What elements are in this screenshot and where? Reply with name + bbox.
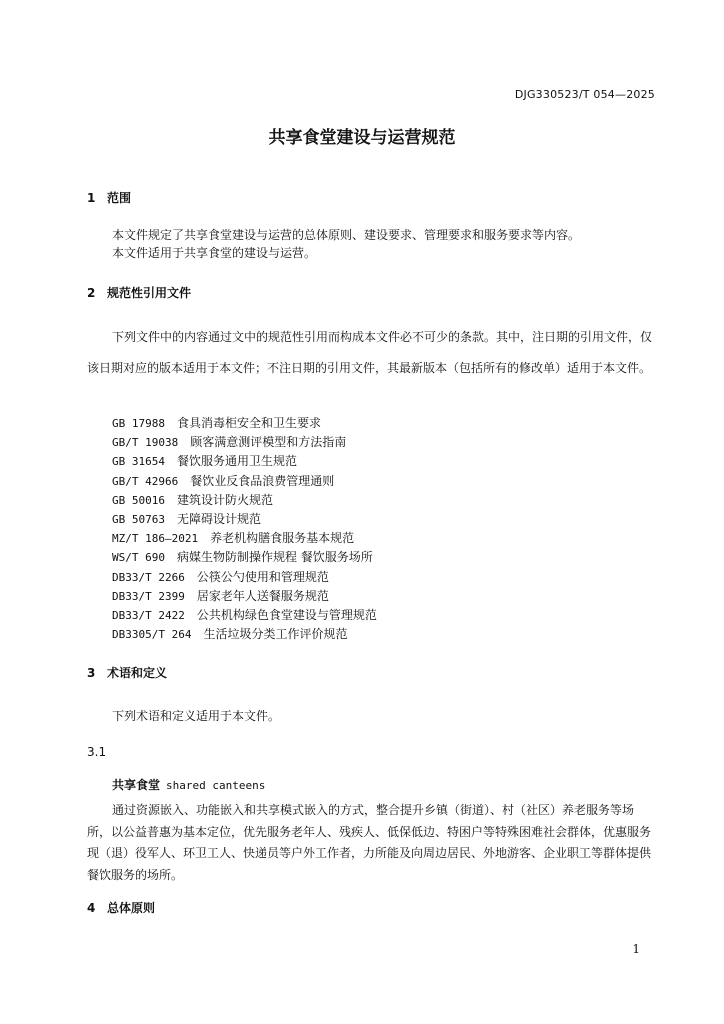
term-entry (112, 776, 265, 793)
reference-name: 公筷公勺使用和管理规范 (196, 569, 329, 584)
section-title: 规范性引用文件 (107, 286, 192, 300)
reference-item (112, 529, 377, 548)
page-title: 共享食堂建设与运营规范 (268, 128, 456, 148)
term-definition: 通过资源嵌入、功能嵌入和共享模式嵌入的方式，整合提升乡镇（街道）、村（社区）养老服务等场所，以公益普惠为基本定位，优先服务老年人、残疾人、低保低边、特困户等特殊困难社会群体，优惠服务现（退）役军人、环卫工人、快递员等户外工作者，力所能及向周边居民、外地游客、企业职工等群体提供餐饮服务的场所。 (87, 803, 652, 882)
reference-item (112, 452, 377, 471)
reference-item (112, 568, 377, 587)
reference-item (112, 414, 377, 433)
section-1-heading (87, 189, 131, 206)
reference-name: 餐饮服务通用卫生规范 (176, 454, 297, 469)
section-number: 3 (87, 666, 96, 680)
reference-code: GB 31654 (112, 455, 165, 469)
section-number: 4 (87, 901, 96, 915)
term-chinese: 共享食堂 (112, 778, 161, 792)
reference-code: GB 50016 (112, 493, 165, 507)
reference-name: 生活垃圾分类工作评价规范 (203, 627, 348, 642)
reference-item (112, 548, 377, 567)
reference-item (112, 625, 377, 644)
reference-name: 建筑设计防火规范 (176, 492, 273, 507)
section-number: 2 (87, 286, 96, 300)
reference-name: 养老机构膳食服务基本规范 (210, 531, 355, 546)
reference-name: 顾客满意测评模型和方法指南 (190, 435, 347, 450)
reference-item (112, 491, 377, 510)
reference-item (112, 510, 377, 529)
reference-code: GB/T 19038 (112, 436, 179, 450)
reference-name: 居家老年人送餐服务规范 (196, 588, 329, 603)
section-2-heading (87, 284, 191, 301)
section-1-paragraph-2: 本文件适用于共享食堂的建设与运营。 (112, 246, 317, 260)
page-number: 1 (632, 942, 640, 956)
normative-reference-list (112, 414, 377, 644)
document-code: DJG330523/T 054—2025 (514, 88, 655, 101)
reference-item (112, 606, 377, 625)
reference-name: 无障碍设计规范 (176, 511, 261, 526)
reference-code: DB33/T 2266 (112, 570, 185, 584)
section-3-intro: 下列术语和定义适用于本文件。 (112, 709, 281, 723)
section-number: 1 (87, 191, 96, 205)
reference-code: DB3305/T 264 (112, 628, 192, 642)
term-english: shared canteens (166, 779, 266, 792)
reference-name: 公共机构绿色食堂建设与管理规范 (196, 607, 377, 622)
reference-code: GB 17988 (112, 417, 165, 430)
reference-code: DB33/T 2422 (112, 608, 185, 622)
subsection-number: 3.1 (87, 745, 107, 759)
section-4-heading (87, 899, 155, 916)
reference-code: DB33/T 2399 (112, 589, 185, 603)
section-1-paragraph-1: 本文件规定了共享食堂建设与运营的总体原则、建设要求、管理要求和服务要求等内容。 (112, 228, 581, 242)
section-title: 范围 (107, 191, 132, 205)
reference-code: WS/T 690 (112, 551, 165, 565)
reference-item (112, 472, 377, 491)
section-3-heading (87, 664, 167, 681)
reference-item (112, 587, 377, 606)
reference-code: MZ/T 186—2021 (112, 532, 199, 546)
section-title: 总体原则 (107, 901, 156, 915)
reference-code: GB 50763 (112, 512, 165, 526)
reference-name: 食具消毒柜安全和卫生要求 (176, 416, 321, 430)
reference-code: GB/T 42966 (112, 474, 179, 488)
reference-name: 餐饮业反食品浪费管理通则 (190, 473, 335, 488)
reference-name: 病媒生物防制操作规程 餐饮服务场所 (176, 550, 373, 565)
section-2-intro: 下列文件中的内容通过文中的规范性引用而构成本文件必不可少的条款。其中，注日期的引用文件，仅该日期对应的版本适用于本文件；不注日期的引用文件，其最新版本（包括所有的修改单）适用于本文件。 (87, 330, 653, 375)
section-title: 术语和定义 (107, 666, 168, 680)
reference-item (112, 433, 377, 452)
